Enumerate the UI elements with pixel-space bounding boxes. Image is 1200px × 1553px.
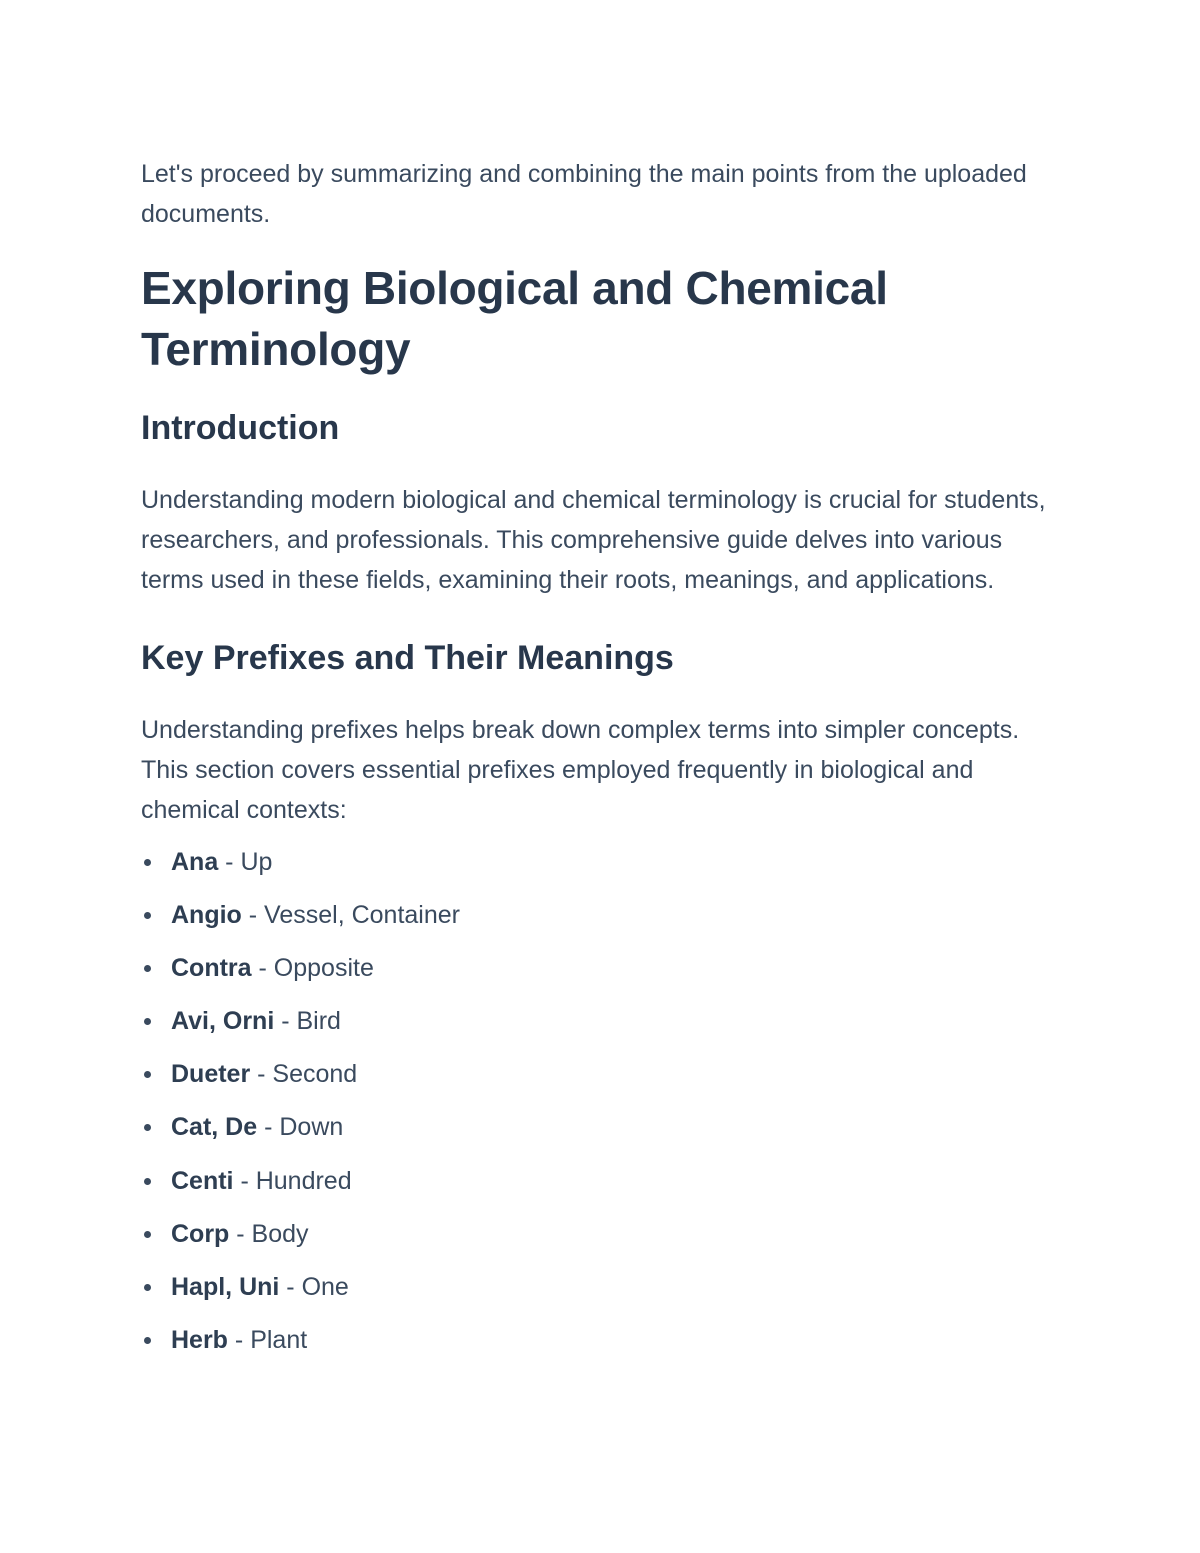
prefix-list-item <box>141 842 1061 882</box>
prefix-term: Avi, Orni <box>171 1007 275 1036</box>
document-page <box>141 154 1061 1373</box>
prefix-separator: - <box>241 901 265 930</box>
prefix-term: Contra <box>171 954 252 983</box>
prefix-meaning: Up <box>240 848 273 876</box>
prefix-meaning: Plant <box>250 1325 308 1354</box>
prefix-list-item <box>141 948 1061 988</box>
prefix-list-item <box>141 1320 1061 1360</box>
prefix-meaning: Second <box>272 1060 358 1089</box>
prefix-term: Cat, De <box>171 1113 258 1142</box>
prefix-term: Centi <box>171 1166 234 1195</box>
prefix-list <box>141 842 1061 1360</box>
bullet-icon <box>144 1124 151 1131</box>
prefix-list-item <box>141 1161 1061 1201</box>
prefix-separator: - <box>218 848 241 876</box>
bullet-icon <box>144 1018 151 1025</box>
prefixes-text: Understanding prefixes helps break down complex terms into simpler concepts. This section covers essential prefixes employed frequently in biological and chemical contexts: <box>141 716 1020 824</box>
prefix-meaning: Vessel, Container <box>264 901 460 930</box>
prefix-list-item <box>141 1214 1061 1254</box>
prefix-separator: - <box>274 1007 297 1036</box>
prefix-separator: - <box>250 1060 273 1089</box>
prefix-term: Angio <box>171 901 242 930</box>
prefix-meaning: Hundred <box>255 1166 352 1195</box>
prefix-separator: - <box>257 1113 280 1142</box>
bullet-icon <box>144 1284 151 1291</box>
bullet-icon <box>144 859 151 866</box>
bullet-icon <box>144 1337 151 1344</box>
introduction-heading: Introduction <box>141 409 340 447</box>
introduction-text: Understanding modern biological and chemical terminology is crucial for students, researchers, and professionals. This comprehensive guide delves into various terms used in these fields, examining their roots, meanings, and applications. <box>141 486 1046 594</box>
prefix-meaning: Bird <box>296 1007 341 1036</box>
prefixes-heading: Key Prefixes and Their Meanings <box>141 639 674 677</box>
prefix-term: Ana <box>171 848 219 876</box>
prefix-term: Hapl, Uni <box>171 1272 280 1301</box>
prefix-list-item <box>141 1267 1061 1307</box>
bullet-icon <box>144 965 151 972</box>
prefix-list-item <box>141 1001 1061 1041</box>
prefix-list-item <box>141 1107 1061 1147</box>
bullet-icon <box>144 1231 151 1238</box>
document-title: Exploring Biological and Chemical Terminology <box>141 262 888 375</box>
prefix-term: Dueter <box>171 1060 251 1089</box>
prefix-separator: - <box>229 1219 252 1248</box>
prefix-term: Herb <box>171 1325 228 1354</box>
prefix-list-item <box>141 1054 1061 1094</box>
bullet-icon <box>144 912 151 919</box>
bullet-icon <box>144 1178 151 1185</box>
prefix-meaning: Body <box>251 1219 309 1248</box>
prefix-meaning: Down <box>279 1113 344 1142</box>
prefix-meaning: One <box>301 1272 349 1301</box>
prefix-separator: - <box>227 1325 251 1354</box>
intro-paragraph: Let's proceed by summarizing and combining the main points from the uploaded documents. <box>141 160 1027 228</box>
prefix-separator: - <box>233 1166 256 1195</box>
prefix-list-item <box>141 895 1061 935</box>
prefix-meaning: Opposite <box>273 954 374 983</box>
prefix-separator: - <box>279 1272 302 1301</box>
bullet-icon <box>144 1071 151 1078</box>
prefix-separator: - <box>251 954 274 983</box>
prefix-term: Corp <box>171 1219 230 1248</box>
